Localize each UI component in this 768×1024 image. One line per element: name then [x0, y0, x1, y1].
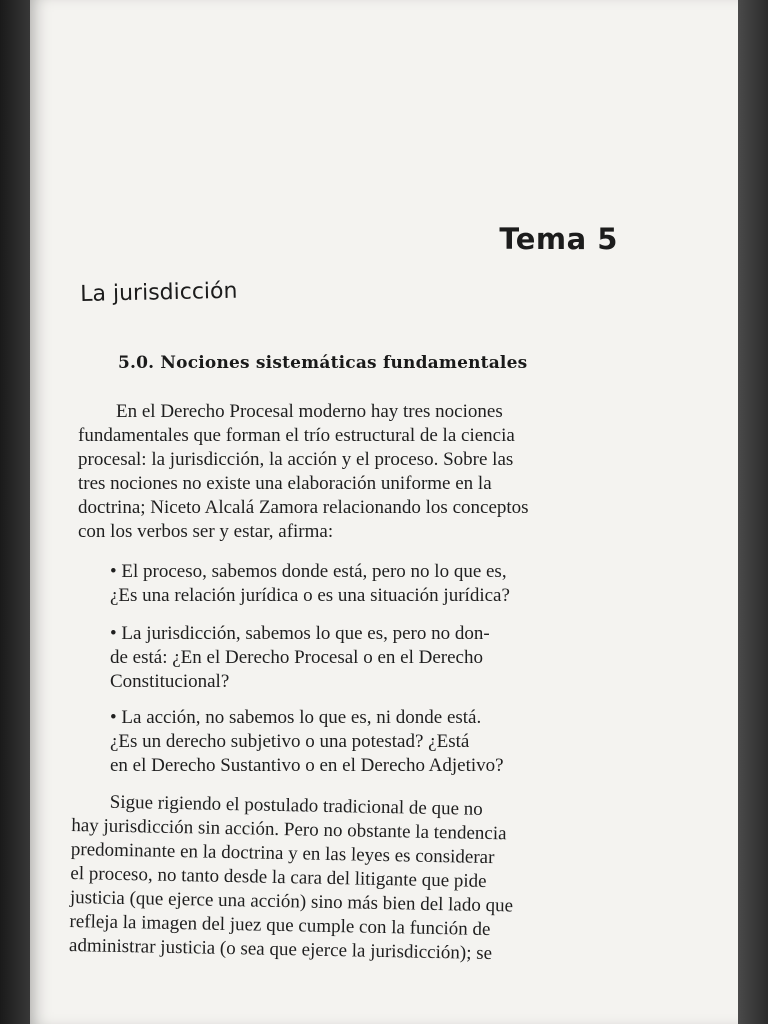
bullet-accion	[110, 706, 620, 778]
text-line: • El proceso, sabemos donde está, pero no lo que es,	[110, 561, 507, 582]
text-line: • La acción, no sabemos lo que es, ni donde está.	[110, 707, 482, 728]
text-line: Constitucional?	[110, 671, 230, 692]
bullet-jurisdiccion	[110, 622, 620, 694]
chapter-title: La jurisdicción	[80, 278, 238, 307]
text-line: justicia (que ejerce una acción) sino más bien del lado que	[69, 886, 514, 917]
text-line: refleja la imagen del juez que cumple con la función de	[69, 910, 491, 941]
text-line: doctrina; Niceto Alcalá Zamora relacionando los conceptos	[78, 497, 529, 518]
text-line: ¿Es una relación jurídica o es una situación jurídica?	[110, 585, 510, 606]
text-line: tres nociones no existe una elaboración uniforme en la	[78, 473, 492, 494]
text-line: administrar justicia (o sea que ejerce la jurisdicción); se	[68, 934, 493, 965]
text-line: hay jurisdicción sin acción. Pero no obstante la tendencia	[71, 814, 507, 845]
text-line: En el Derecho Procesal moderno hay tres nociones	[116, 401, 503, 422]
text-line: procesal: la jurisdicción, la acción y el proceso. Sobre las	[78, 449, 514, 470]
section-heading: 5.0. Nociones sistemáticas fundamentales	[118, 353, 528, 373]
text-line: con los verbos ser y estar, afirma:	[78, 521, 334, 542]
text-line: • La jurisdicción, sabemos lo que es, pero no don-	[110, 623, 490, 644]
text-line: fundamentales que forman el trío estructural de la ciencia	[78, 425, 515, 446]
paragraph-intro	[78, 400, 618, 544]
chapter-number: Tema 5	[499, 222, 618, 256]
text-line: el proceso, no tanto desde la cara del litigante que pide	[70, 862, 487, 892]
paragraph-postulado	[69, 790, 622, 969]
text-line: Sigue rigiendo el postulado tradicional de que no	[109, 791, 483, 820]
text-line: de está: ¿En el Derecho Procesal o en el Derecho	[110, 647, 483, 668]
page-right-edge	[738, 0, 768, 1024]
text-line: predominante en la doctrina y en las leyes es considerar	[70, 838, 495, 869]
text-line: ¿Es un derecho subjetivo o una potestad? ¿Está	[110, 731, 470, 752]
book-spine-shadow	[0, 0, 34, 1024]
text-line: en el Derecho Sustantivo o en el Derecho Adjetivo?	[110, 755, 504, 776]
bullet-proceso	[110, 560, 620, 608]
